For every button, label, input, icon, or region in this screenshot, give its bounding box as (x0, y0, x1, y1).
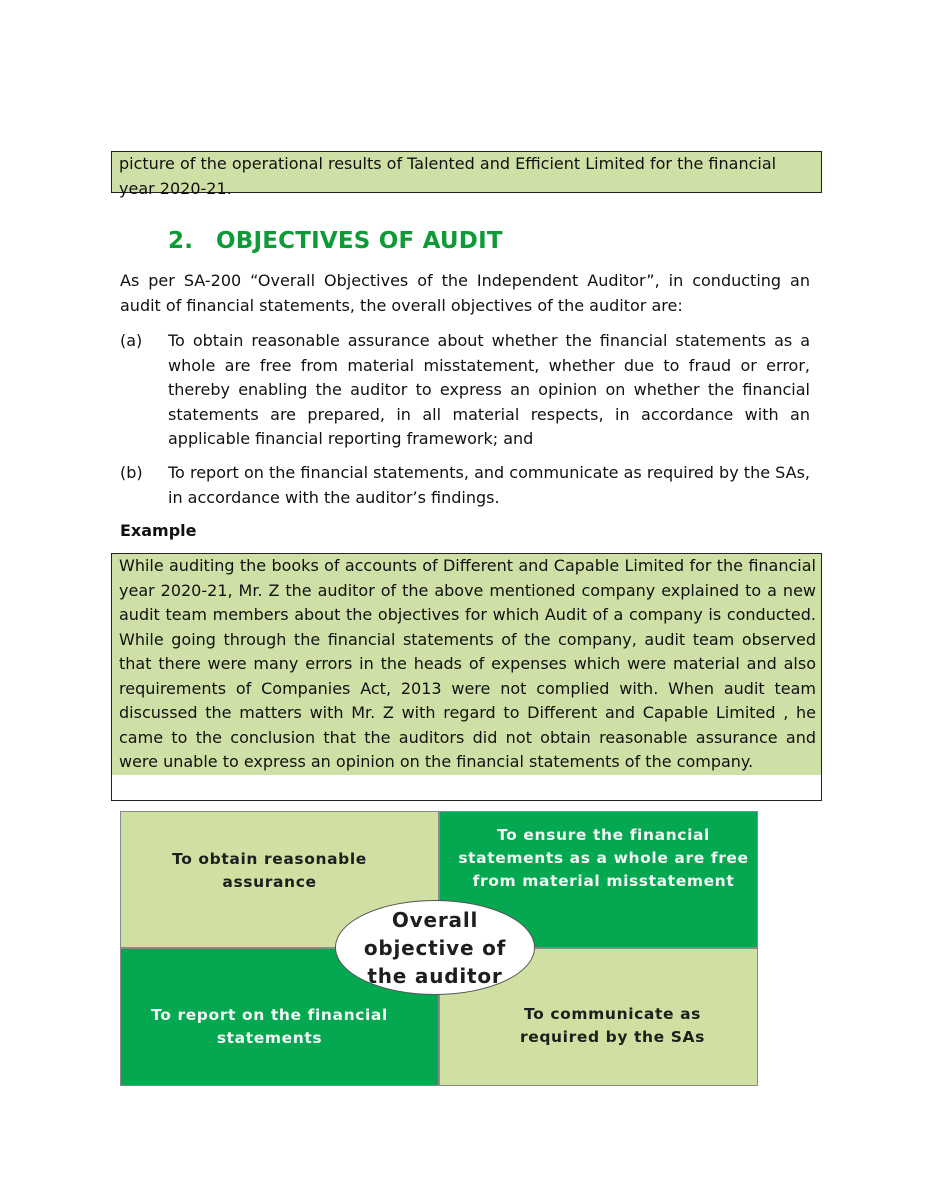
intro-paragraph: As per SA-200 “Overall Objectives of the Independent Auditor”, in conducting an audit of financial statements, the overall objectives of the auditor are: (120, 271, 810, 315)
list-item-text: To report on the financial statements, and communicate as required by the SAs, in accordance with the auditor’s findings. (168, 463, 810, 507)
diagram-center-label: Overall objective of the auditor (363, 907, 507, 988)
list-item (120, 461, 810, 510)
section-title: OBJECTIVES OF AUDIT (216, 228, 503, 254)
diagram-center-ellipse (335, 900, 535, 995)
diagram-top-right-label: To ensure the financial statements as a whole are free from material misstatement (458, 826, 749, 890)
continued-text-box (111, 151, 822, 198)
objectives-diagram (120, 811, 758, 1086)
diagram-bottom-left-label: To report on the financial statements (151, 1006, 388, 1047)
section-heading (168, 228, 503, 254)
list-item (120, 329, 810, 452)
diagram-top-left-label: To obtain reasonable assurance (172, 849, 367, 891)
diagram-bottom-right-label: To communicate as required by the SAs (520, 1005, 705, 1046)
continued-text: picture of the operational results of Talented and Efficient Limited for the financial year 2020-21. (119, 154, 777, 198)
list-marker: (a) (120, 331, 143, 350)
example-text: While auditing the books of accounts of Different and Capable Limited for the financial year 2020-21, Mr. Z the auditor of the above mentioned company explained to a new audit team members about the objectives for which Audit of a company is conducted. While going through the financial statements of the company, audit team observed that there were many errors in the heads of expenses which were material and also requirements of Companies Act, 2013 were not complied with. When audit team discussed the matters with Mr. Z with regard to Different and Capable Limited , he came to the conclusion that the auditors did not obtain reasonable assurance and were unable to express an opinion on the financial statements of the company. (119, 556, 816, 771)
list-marker: (b) (120, 463, 143, 482)
example-label: Example (120, 521, 197, 540)
example-box (111, 553, 822, 801)
list-item-text: To obtain reasonable assurance about whether the financial statements as a whole are free from material misstatement, whether due to fraud or error, thereby enabling the auditor to express an opinion on whether the financial statements are prepared, in all material respects, in accordance with an applicable financial reporting framework; and (168, 331, 810, 448)
section-number: 2. (168, 228, 194, 254)
